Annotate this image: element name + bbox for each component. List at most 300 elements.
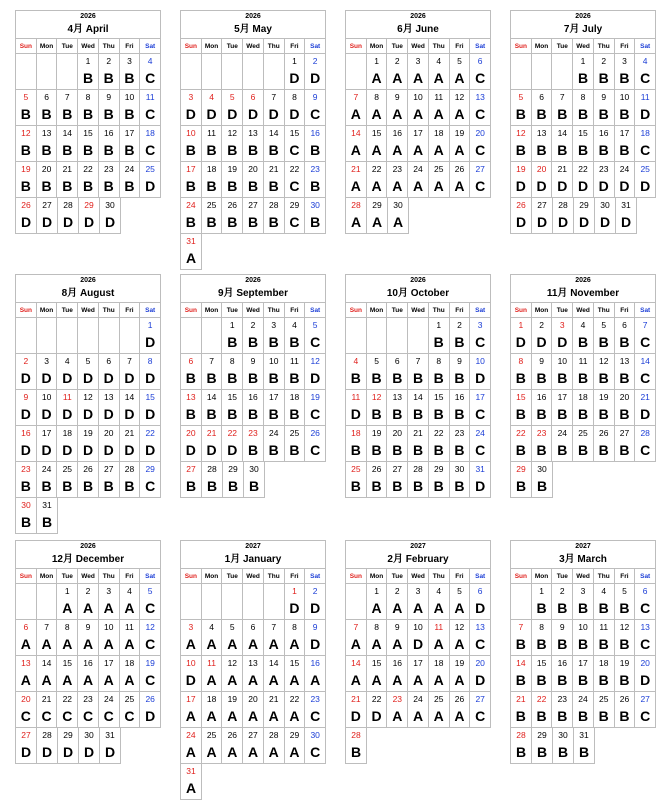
day-cell[interactable] <box>285 354 306 390</box>
day-cell[interactable] <box>243 162 264 198</box>
day-cell[interactable] <box>202 426 223 462</box>
day-cell[interactable] <box>635 54 656 90</box>
day-cell[interactable] <box>346 656 367 692</box>
day-cell[interactable] <box>387 426 408 462</box>
day-cell[interactable] <box>78 390 99 426</box>
day-cell[interactable] <box>305 426 326 462</box>
day-cell[interactable] <box>78 462 99 498</box>
day-cell[interactable] <box>243 126 264 162</box>
day-cell[interactable] <box>120 620 141 656</box>
day-cell[interactable] <box>615 692 636 728</box>
day-cell[interactable] <box>305 354 326 390</box>
day-cell[interactable] <box>37 498 58 534</box>
day-cell[interactable] <box>78 354 99 390</box>
day-cell[interactable] <box>181 126 202 162</box>
day-cell[interactable] <box>16 90 37 126</box>
day-cell[interactable] <box>99 584 120 620</box>
day-cell[interactable] <box>615 354 636 390</box>
day-cell[interactable] <box>285 90 306 126</box>
day-cell[interactable] <box>635 656 656 692</box>
day-cell[interactable] <box>140 390 161 426</box>
day-cell[interactable] <box>511 198 532 234</box>
day-cell[interactable] <box>594 90 615 126</box>
day-cell[interactable] <box>222 620 243 656</box>
day-cell[interactable] <box>552 584 573 620</box>
day-cell[interactable] <box>615 54 636 90</box>
day-cell[interactable] <box>573 90 594 126</box>
day-cell[interactable] <box>305 198 326 234</box>
day-cell[interactable] <box>615 426 636 462</box>
day-cell[interactable] <box>181 90 202 126</box>
day-cell[interactable] <box>470 318 491 354</box>
day-cell[interactable] <box>470 620 491 656</box>
day-cell[interactable] <box>264 126 285 162</box>
day-cell[interactable] <box>532 318 553 354</box>
day-cell[interactable] <box>264 354 285 390</box>
day-cell[interactable] <box>57 620 78 656</box>
day-cell[interactable] <box>470 462 491 498</box>
day-cell[interactable] <box>408 656 429 692</box>
day-cell[interactable] <box>615 390 636 426</box>
day-cell[interactable] <box>470 54 491 90</box>
day-cell[interactable] <box>594 54 615 90</box>
day-cell[interactable] <box>387 162 408 198</box>
day-cell[interactable] <box>140 162 161 198</box>
day-cell[interactable] <box>346 426 367 462</box>
day-cell[interactable] <box>594 620 615 656</box>
day-cell[interactable] <box>78 126 99 162</box>
day-cell[interactable] <box>16 162 37 198</box>
day-cell[interactable] <box>450 390 471 426</box>
day-cell[interactable] <box>243 354 264 390</box>
day-cell[interactable] <box>99 90 120 126</box>
day-cell[interactable] <box>532 354 553 390</box>
day-cell[interactable] <box>37 728 58 764</box>
day-cell[interactable] <box>99 426 120 462</box>
day-cell[interactable] <box>37 162 58 198</box>
day-cell[interactable] <box>429 584 450 620</box>
day-cell[interactable] <box>243 692 264 728</box>
day-cell[interactable] <box>573 620 594 656</box>
day-cell[interactable] <box>573 692 594 728</box>
day-cell[interactable] <box>387 656 408 692</box>
day-cell[interactable] <box>574 198 595 234</box>
day-cell[interactable] <box>120 462 141 498</box>
day-cell[interactable] <box>594 354 615 390</box>
day-cell[interactable] <box>470 426 491 462</box>
day-cell[interactable] <box>140 656 161 692</box>
day-cell[interactable] <box>367 620 388 656</box>
day-cell[interactable] <box>532 390 553 426</box>
day-cell[interactable] <box>367 692 388 728</box>
day-cell[interactable] <box>346 90 367 126</box>
day-cell[interactable] <box>450 354 471 390</box>
day-cell[interactable] <box>57 692 78 728</box>
day-cell[interactable] <box>532 584 553 620</box>
day-cell[interactable] <box>367 162 388 198</box>
day-cell[interactable] <box>532 620 553 656</box>
day-cell[interactable] <box>243 390 264 426</box>
day-cell[interactable] <box>511 90 532 126</box>
day-cell[interactable] <box>264 692 285 728</box>
day-cell[interactable] <box>408 584 429 620</box>
day-cell[interactable] <box>635 620 656 656</box>
day-cell[interactable] <box>532 426 553 462</box>
day-cell[interactable] <box>285 162 306 198</box>
day-cell[interactable] <box>264 198 285 234</box>
day-cell[interactable] <box>120 692 141 728</box>
day-cell[interactable] <box>450 620 471 656</box>
day-cell[interactable] <box>511 620 532 656</box>
day-cell[interactable] <box>99 462 120 498</box>
day-cell[interactable] <box>243 198 264 234</box>
day-cell[interactable] <box>367 90 388 126</box>
day-cell[interactable] <box>635 318 656 354</box>
day-cell[interactable] <box>387 90 408 126</box>
day-cell[interactable] <box>532 728 553 764</box>
day-cell[interactable] <box>244 462 265 498</box>
day-cell[interactable] <box>99 620 120 656</box>
day-cell[interactable] <box>37 198 58 234</box>
day-cell[interactable] <box>573 162 594 198</box>
day-cell[interactable] <box>222 126 243 162</box>
day-cell[interactable] <box>264 162 285 198</box>
day-cell[interactable] <box>78 426 99 462</box>
day-cell[interactable] <box>37 656 58 692</box>
day-cell[interactable] <box>222 728 243 764</box>
day-cell[interactable] <box>99 390 120 426</box>
day-cell[interactable] <box>285 390 306 426</box>
day-cell[interactable] <box>450 90 471 126</box>
day-cell[interactable] <box>594 318 615 354</box>
day-cell[interactable] <box>615 90 636 126</box>
day-cell[interactable] <box>99 162 120 198</box>
day-cell[interactable] <box>553 198 574 234</box>
day-cell[interactable] <box>243 728 264 764</box>
day-cell[interactable] <box>408 126 429 162</box>
day-cell[interactable] <box>552 426 573 462</box>
day-cell[interactable] <box>202 90 223 126</box>
day-cell[interactable] <box>429 318 450 354</box>
day-cell[interactable] <box>285 318 306 354</box>
day-cell[interactable] <box>120 584 141 620</box>
day-cell[interactable] <box>78 656 99 692</box>
day-cell[interactable] <box>511 462 532 498</box>
day-cell[interactable] <box>552 162 573 198</box>
day-cell[interactable] <box>573 318 594 354</box>
day-cell[interactable] <box>635 390 656 426</box>
day-cell[interactable] <box>305 620 326 656</box>
day-cell[interactable] <box>552 126 573 162</box>
day-cell[interactable] <box>285 54 306 90</box>
day-cell[interactable] <box>429 426 450 462</box>
day-cell[interactable] <box>615 584 636 620</box>
day-cell[interactable] <box>99 354 120 390</box>
day-cell[interactable] <box>387 462 408 498</box>
day-cell[interactable] <box>429 90 450 126</box>
day-cell[interactable] <box>367 126 388 162</box>
day-cell[interactable] <box>305 54 326 90</box>
day-cell[interactable] <box>511 162 532 198</box>
day-cell[interactable] <box>285 620 306 656</box>
day-cell[interactable] <box>99 54 120 90</box>
day-cell[interactable] <box>635 162 656 198</box>
day-cell[interactable] <box>387 54 408 90</box>
day-cell[interactable] <box>202 126 223 162</box>
day-cell[interactable] <box>57 426 78 462</box>
day-cell[interactable] <box>181 354 202 390</box>
day-cell[interactable] <box>573 126 594 162</box>
day-cell[interactable] <box>223 462 244 498</box>
day-cell[interactable] <box>367 198 388 234</box>
day-cell[interactable] <box>408 90 429 126</box>
day-cell[interactable] <box>553 728 574 764</box>
day-cell[interactable] <box>181 426 202 462</box>
day-cell[interactable] <box>532 198 553 234</box>
day-cell[interactable] <box>346 162 367 198</box>
day-cell[interactable] <box>202 162 223 198</box>
day-cell[interactable] <box>367 584 388 620</box>
day-cell[interactable] <box>285 426 306 462</box>
day-cell[interactable] <box>595 198 616 234</box>
day-cell[interactable] <box>16 692 37 728</box>
day-cell[interactable] <box>635 584 656 620</box>
day-cell[interactable] <box>264 426 285 462</box>
day-cell[interactable] <box>511 692 532 728</box>
day-cell[interactable] <box>78 90 99 126</box>
day-cell[interactable] <box>450 462 471 498</box>
day-cell[interactable] <box>387 126 408 162</box>
day-cell[interactable] <box>305 390 326 426</box>
day-cell[interactable] <box>450 656 471 692</box>
day-cell[interactable] <box>532 656 553 692</box>
day-cell[interactable] <box>470 584 491 620</box>
day-cell[interactable] <box>305 584 326 620</box>
day-cell[interactable] <box>532 162 553 198</box>
day-cell[interactable] <box>57 90 78 126</box>
day-cell[interactable] <box>429 126 450 162</box>
day-cell[interactable] <box>222 426 243 462</box>
day-cell[interactable] <box>367 462 388 498</box>
day-cell[interactable] <box>429 692 450 728</box>
day-cell[interactable] <box>57 584 78 620</box>
day-cell[interactable] <box>57 390 78 426</box>
day-cell[interactable] <box>140 354 161 390</box>
day-cell[interactable] <box>594 426 615 462</box>
day-cell[interactable] <box>511 354 532 390</box>
day-cell[interactable] <box>408 54 429 90</box>
day-cell[interactable] <box>387 390 408 426</box>
day-cell[interactable] <box>635 426 656 462</box>
day-cell[interactable] <box>16 462 37 498</box>
day-cell[interactable] <box>222 354 243 390</box>
day-cell[interactable] <box>57 162 78 198</box>
day-cell[interactable] <box>450 162 471 198</box>
day-cell[interactable] <box>408 390 429 426</box>
day-cell[interactable] <box>222 390 243 426</box>
day-cell[interactable] <box>16 198 37 234</box>
day-cell[interactable] <box>99 656 120 692</box>
day-cell[interactable] <box>635 354 656 390</box>
day-cell[interactable] <box>140 692 161 728</box>
day-cell[interactable] <box>429 162 450 198</box>
day-cell[interactable] <box>285 198 306 234</box>
day-cell[interactable] <box>57 354 78 390</box>
day-cell[interactable] <box>552 90 573 126</box>
day-cell[interactable] <box>140 126 161 162</box>
day-cell[interactable] <box>37 620 58 656</box>
day-cell[interactable] <box>615 318 636 354</box>
day-cell[interactable] <box>511 126 532 162</box>
day-cell[interactable] <box>79 198 100 234</box>
day-cell[interactable] <box>573 354 594 390</box>
day-cell[interactable] <box>387 620 408 656</box>
day-cell[interactable] <box>367 390 388 426</box>
day-cell[interactable] <box>346 354 367 390</box>
day-cell[interactable] <box>532 462 553 498</box>
day-cell[interactable] <box>387 692 408 728</box>
day-cell[interactable] <box>99 126 120 162</box>
day-cell[interactable] <box>594 126 615 162</box>
day-cell[interactable] <box>202 692 223 728</box>
day-cell[interactable] <box>57 656 78 692</box>
day-cell[interactable] <box>573 390 594 426</box>
day-cell[interactable] <box>532 692 553 728</box>
day-cell[interactable] <box>305 90 326 126</box>
day-cell[interactable] <box>594 162 615 198</box>
day-cell[interactable] <box>285 584 306 620</box>
day-cell[interactable] <box>573 584 594 620</box>
day-cell[interactable] <box>181 390 202 426</box>
day-cell[interactable] <box>594 692 615 728</box>
day-cell[interactable] <box>181 620 202 656</box>
day-cell[interactable] <box>285 656 306 692</box>
day-cell[interactable] <box>37 462 58 498</box>
day-cell[interactable] <box>222 162 243 198</box>
day-cell[interactable] <box>450 54 471 90</box>
day-cell[interactable] <box>264 620 285 656</box>
day-cell[interactable] <box>202 656 223 692</box>
day-cell[interactable] <box>346 728 367 764</box>
day-cell[interactable] <box>202 728 223 764</box>
day-cell[interactable] <box>120 390 141 426</box>
day-cell[interactable] <box>222 656 243 692</box>
day-cell[interactable] <box>16 620 37 656</box>
day-cell[interactable] <box>573 426 594 462</box>
day-cell[interactable] <box>408 620 429 656</box>
day-cell[interactable] <box>78 54 99 90</box>
day-cell[interactable] <box>305 728 326 764</box>
day-cell[interactable] <box>264 318 285 354</box>
day-cell[interactable] <box>615 620 636 656</box>
day-cell[interactable] <box>120 90 141 126</box>
day-cell[interactable] <box>367 54 388 90</box>
day-cell[interactable] <box>367 656 388 692</box>
day-cell[interactable] <box>429 462 450 498</box>
day-cell[interactable] <box>387 354 408 390</box>
day-cell[interactable] <box>285 126 306 162</box>
day-cell[interactable] <box>285 692 306 728</box>
day-cell[interactable] <box>511 426 532 462</box>
day-cell[interactable] <box>57 126 78 162</box>
day-cell[interactable] <box>181 728 202 764</box>
day-cell[interactable] <box>594 390 615 426</box>
day-cell[interactable] <box>450 692 471 728</box>
day-cell[interactable] <box>181 162 202 198</box>
day-cell[interactable] <box>16 126 37 162</box>
day-cell[interactable] <box>346 462 367 498</box>
day-cell[interactable] <box>615 162 636 198</box>
day-cell[interactable] <box>305 162 326 198</box>
day-cell[interactable] <box>429 390 450 426</box>
day-cell[interactable] <box>78 692 99 728</box>
day-cell[interactable] <box>450 426 471 462</box>
day-cell[interactable] <box>470 656 491 692</box>
day-cell[interactable] <box>264 656 285 692</box>
day-cell[interactable] <box>243 620 264 656</box>
day-cell[interactable] <box>615 656 636 692</box>
day-cell[interactable] <box>78 162 99 198</box>
day-cell[interactable] <box>305 692 326 728</box>
day-cell[interactable] <box>181 198 202 234</box>
day-cell[interactable] <box>243 656 264 692</box>
day-cell[interactable] <box>202 462 223 498</box>
day-cell[interactable] <box>264 90 285 126</box>
day-cell[interactable] <box>264 728 285 764</box>
day-cell[interactable] <box>429 656 450 692</box>
day-cell[interactable] <box>57 462 78 498</box>
day-cell[interactable] <box>635 90 656 126</box>
day-cell[interactable] <box>635 126 656 162</box>
day-cell[interactable] <box>594 584 615 620</box>
day-cell[interactable] <box>552 390 573 426</box>
day-cell[interactable] <box>58 728 79 764</box>
day-cell[interactable] <box>202 390 223 426</box>
day-cell[interactable] <box>367 354 388 390</box>
day-cell[interactable] <box>140 584 161 620</box>
day-cell[interactable] <box>470 390 491 426</box>
day-cell[interactable] <box>181 462 202 498</box>
day-cell[interactable] <box>16 354 37 390</box>
day-cell[interactable] <box>573 656 594 692</box>
day-cell[interactable] <box>552 354 573 390</box>
day-cell[interactable] <box>346 692 367 728</box>
day-cell[interactable] <box>408 162 429 198</box>
day-cell[interactable] <box>346 198 367 234</box>
day-cell[interactable] <box>264 390 285 426</box>
day-cell[interactable] <box>79 728 100 764</box>
day-cell[interactable] <box>181 692 202 728</box>
day-cell[interactable] <box>408 354 429 390</box>
day-cell[interactable] <box>37 354 58 390</box>
day-cell[interactable] <box>99 692 120 728</box>
day-cell[interactable] <box>346 390 367 426</box>
day-cell[interactable] <box>181 234 202 270</box>
day-cell[interactable] <box>594 656 615 692</box>
day-cell[interactable] <box>243 318 264 354</box>
day-cell[interactable] <box>285 728 306 764</box>
day-cell[interactable] <box>120 426 141 462</box>
day-cell[interactable] <box>615 126 636 162</box>
day-cell[interactable] <box>346 126 367 162</box>
day-cell[interactable] <box>16 656 37 692</box>
day-cell[interactable] <box>16 498 37 534</box>
day-cell[interactable] <box>222 90 243 126</box>
day-cell[interactable] <box>202 620 223 656</box>
day-cell[interactable] <box>222 198 243 234</box>
day-cell[interactable] <box>387 584 408 620</box>
day-cell[interactable] <box>243 90 264 126</box>
